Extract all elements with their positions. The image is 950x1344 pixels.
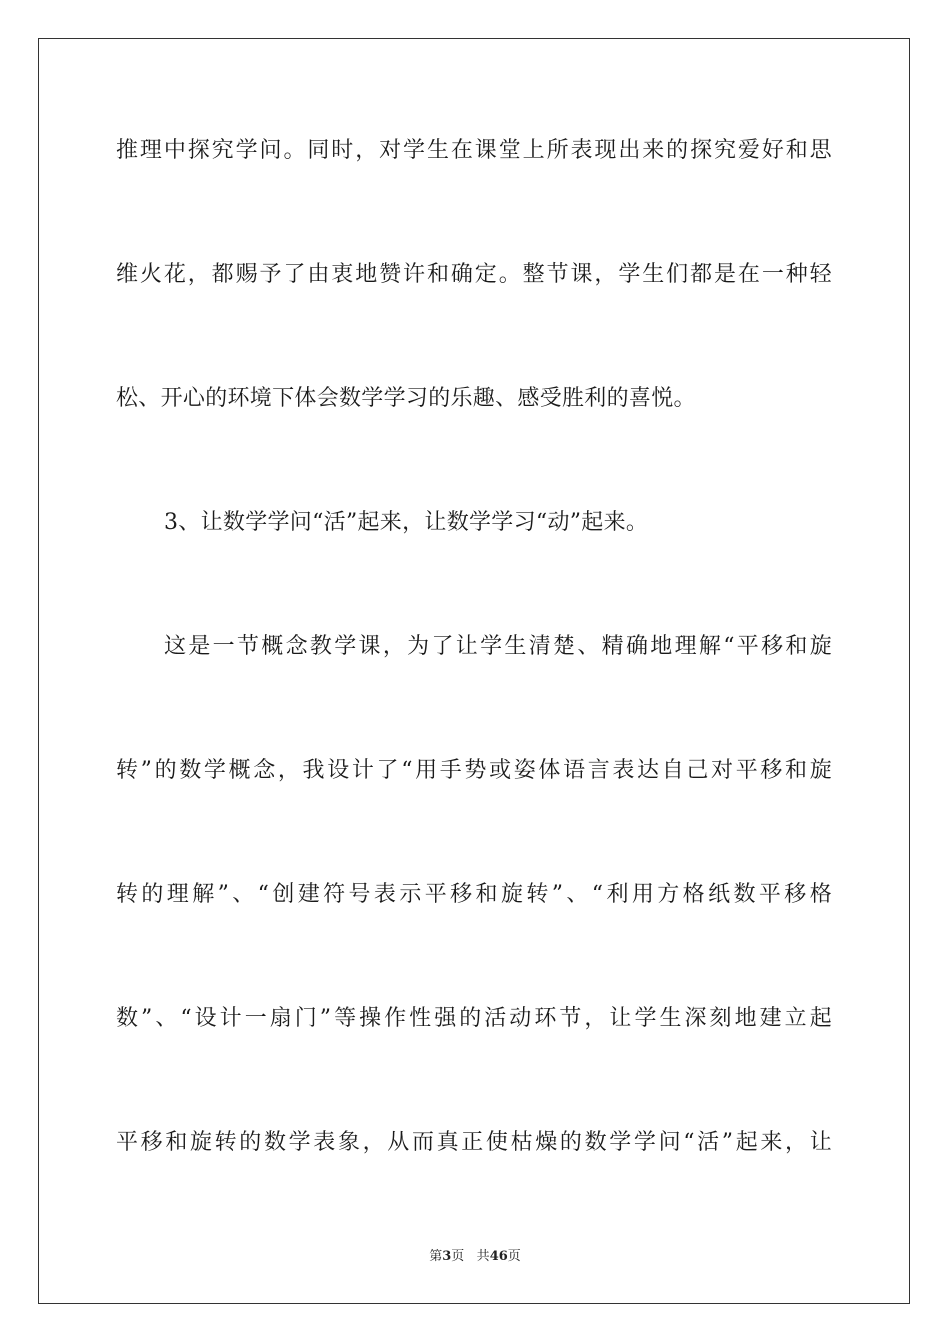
footer-page-unit: 页: [451, 1249, 465, 1264]
footer-prefix: 第: [429, 1249, 443, 1264]
text-line-5: 这是一节概念教学课，为了让学生清楚、精确地理解“平移和旋: [164, 634, 832, 659]
page-footer: [0, 1248, 950, 1266]
footer-total-unit: 页: [507, 1249, 521, 1264]
footer-total-prefix: 共: [476, 1249, 490, 1264]
footer-page-number: 3: [442, 1249, 452, 1264]
text-line-2: 维火花，都赐予了由衷地赞许和确定。整节课，学生们都是在一种轻: [116, 262, 832, 287]
footer-total-pages: 46: [489, 1249, 508, 1264]
text-line-3: 松、开心的环境下体会数学学习的乐趣、感受胜利的喜悦。: [116, 386, 696, 411]
text-line-1: 推理中探究学问。同时，对学生在课堂上所表现出来的探究爱好和思: [116, 138, 832, 163]
text-line-8: 数”、“设计一扇门”等操作性强的活动环节，让学生深刻地建立起: [116, 1006, 832, 1031]
text-line-6: 转”的数学概念，我设计了“用手势或姿体语言表达自己对平移和旋: [116, 758, 832, 783]
page-border: [38, 38, 910, 1304]
text-line-7: 转的理解”、“创建符号表示平移和旋转”、“利用方格纸数平移格: [116, 882, 832, 907]
section-heading: 3、让数学学问“活”起来，让数学学习“动”起来。: [164, 510, 649, 535]
text-line-9: 平移和旋转的数学表象，从而真正使枯燥的数学学问“活”起来，让: [116, 1130, 832, 1155]
